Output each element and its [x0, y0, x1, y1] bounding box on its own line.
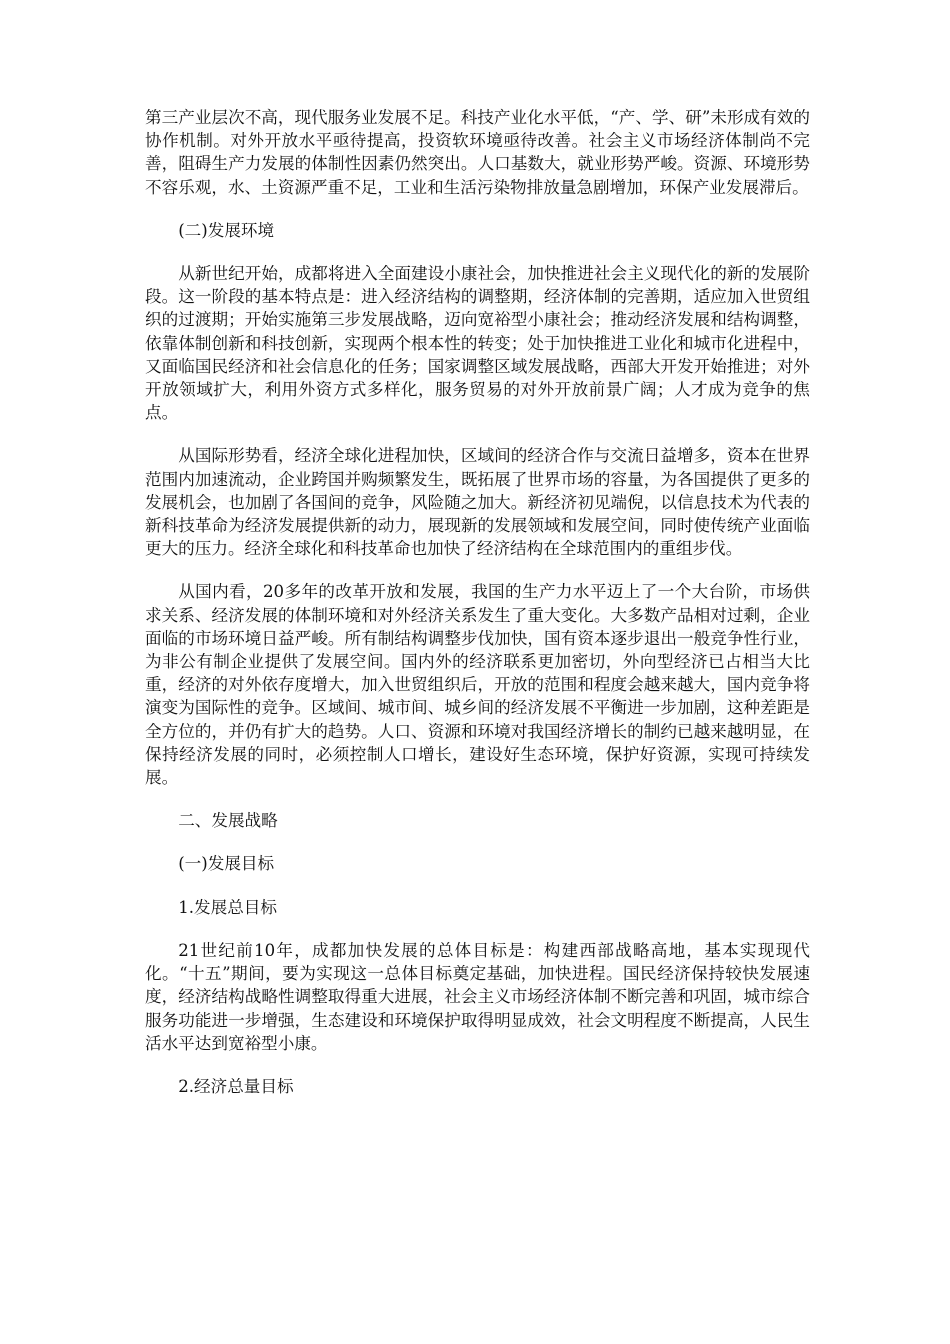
item-heading-overall-goal: 1.发展总目标: [178, 897, 277, 917]
paragraph-overall-goal: 21世纪前10年，成都加快发展的总体目标是：构建西部战略高地，基本实现现代化。“十五”期间，要为实现这一总体目标奠定基础，加快进程。国民经济保持较快发展速度，经济结构战略性调整取得重大进展，社会主义市场经济体制不断完善和巩固，城市综合服务功能进一步增强，生态建设和环境保护取得明显成效，社会文明程度不断提高，人民生活水平达到宽裕型小康。: [145, 940, 810, 1053]
section-heading-strategy: 二、发展战略: [178, 811, 278, 831]
item-heading-economic-goal: 2.经济总量目标: [178, 1076, 294, 1096]
paragraph-new-century: 从新世纪开始，成都将进入全面建设小康社会，加快推进社会主义现代化的新的发展阶段。这一阶段的基本特点是：进入经济结构的调整期，经济体制的完善期，适应加入世贸组织的过渡期；开始实施第三步发展战略，迈向宽裕型小康社会；推动经济发展和结构调整，依靠体制创新和科技创新，实现两个根本性的转变；处于加快推进工业化和城市化进程中，又面临国民经济和社会信息化的任务；国家调整区域发展战略，西部大开发开始推进；对外开放领域扩大，利用外资方式多样化，服务贸易的对外开放前景广阔；人才成为竞争的焦点。: [145, 264, 810, 423]
paragraph-industry-issues: 第三产业层次不高，现代服务业发展不足。科技产业化水平低，“产、学、研”未形成有效的协作机制。对外开放水平亟待提高，投资软环境亟待改善。社会主义市场经济体制尚不完善，阻碍生产力发展的体制性因素仍然突出。人口基数大，就业形势严峻。资源、环境形势不容乐观，水、土资源严重不足，工业和生活污染物排放量急剧增加，环保产业发展滞后。: [145, 108, 810, 197]
subsection-heading-goals: (一)发展目标: [178, 854, 275, 874]
paragraph-international: 从国际形势看，经济全球化进程加快，区域间的经济合作与交流日益增多，资本在世界范围内加速流动，企业跨国并购频繁发生，既拓展了世界市场的容量，为各国提供了更多的发展机会，也加剧了各国间的竞争，风险随之加大。新经济初见端倪，以信息技术为代表的新科技革命为经济发展提供新的动力，展现新的发展领域和发展空间，同时使传统产业面临更大的压力。经济全球化和科技革命也加快了经济结构在全球范围内的重组步伐。: [145, 446, 810, 559]
section-heading-environment: (二)发展环境: [178, 220, 275, 240]
document-page: [145, 106, 810, 1098]
paragraph-domestic: 从国内看，20多年的改革开放和发展，我国的生产力水平迈上了一个大台阶，市场供求关系、经济发展的体制环境和对外经济关系发生了重大变化。大多数产品相对过剩，企业面临的市场环境日益严峻。所有制结构调整步伐加快，国有资本逐步退出一般竞争性行业，为非公有制企业提供了发展空间。国内外的经济联系更加密切，外向型经济已占相当大比重，经济的对外依存度增大，加入世贸组织后，开放的范围和程度会越来越大，国内竞争将演变为国际性的竞争。区域间、城市间、城乡间的经济发展不平衡进一步加剧，这种差距是全方位的，并仍有扩大的趋势。人口、资源和环境对我国经济增长的制约已越来越明显，在保持经济发展的同时，必须控制人口增长，建设好生态环境，保护好资源，实现可持续发展。: [145, 582, 810, 788]
